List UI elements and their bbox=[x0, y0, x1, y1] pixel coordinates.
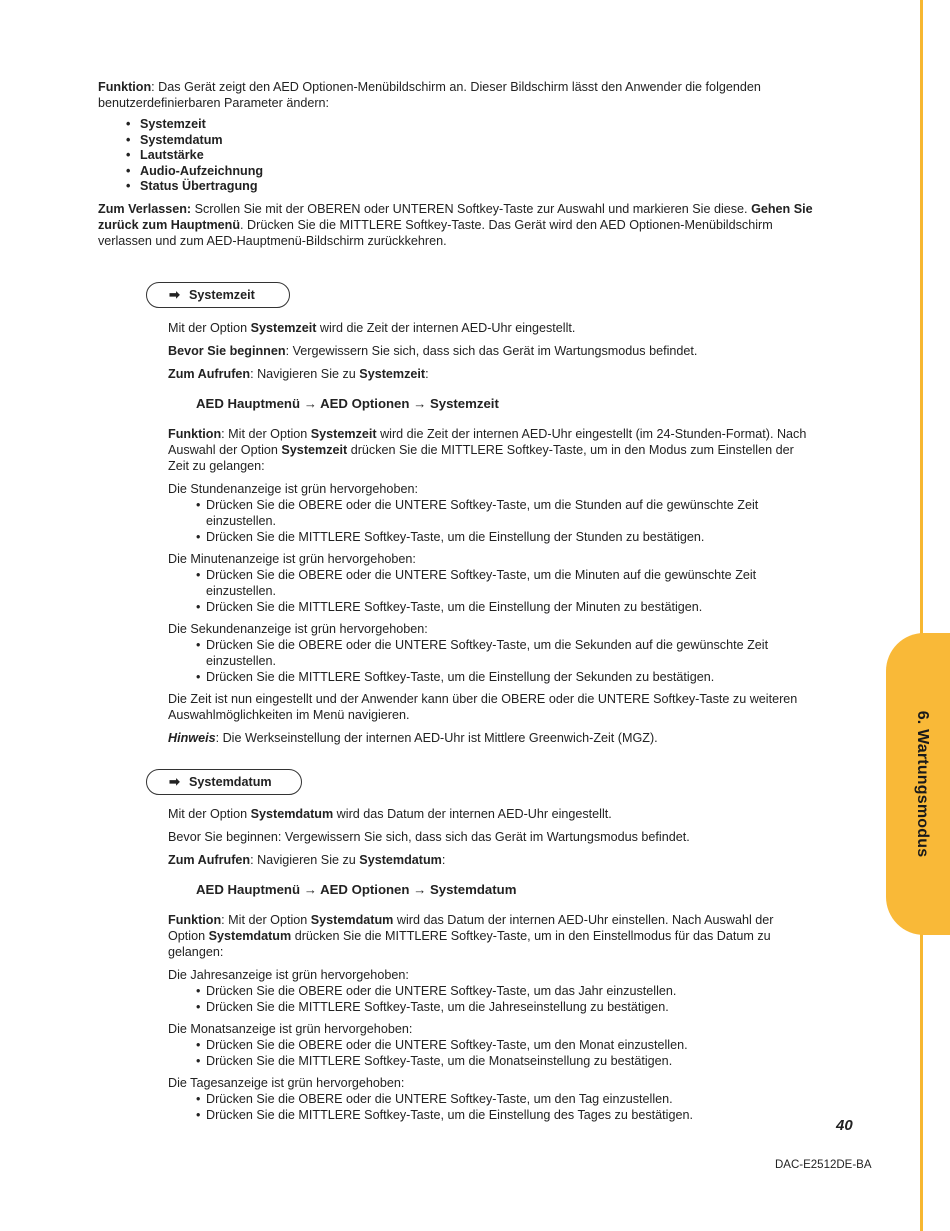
arrow-right-icon: ➡ bbox=[169, 287, 180, 302]
section-heading-systemdatum: ➡ Systemdatum bbox=[146, 769, 302, 795]
parameter-list bbox=[98, 117, 813, 195]
list-item: • Drücken Sie die OBERE oder die UNTERE Softkey-Taste, um die Stunden auf die gewünschte Zeit einzustellen. bbox=[206, 497, 808, 529]
instruction-group: Die Minutenanzeige ist grün hervorgehoben: • Drücken Sie die OBERE oder die UNTERE Softkey-Taste, um die Minuten auf die gewünschte Zeit einzustellen. • Drücken Sie die MITTLERE Softkey-Taste, um die Einstellung der Minuten zu bestätigen. bbox=[168, 551, 808, 615]
systemzeit-section bbox=[168, 320, 808, 753]
list-item: • Status Übertragung bbox=[140, 179, 813, 195]
instruction-group: Die Jahresanzeige ist grün hervorgehoben: • Drücken Sie die OBERE oder die UNTERE Softkey-Taste, um das Jahr einzustellen. • Drücken Sie die MITTLERE Softkey-Taste, um die Jahreseinstellung zu bestätigen. bbox=[168, 967, 808, 1015]
menu-path: AED Hauptmenü → AED Optionen → Systemdatum bbox=[196, 882, 517, 897]
list-item: • Lautstärke bbox=[140, 148, 813, 164]
chapter-tab-label: 6. Wartungsmodus bbox=[914, 710, 931, 858]
systemzeit-hinweis: Hinweis: Die Werkseinstellung der internen AED-Uhr ist Mittlere Greenwich-Zeit (MGZ). bbox=[168, 731, 658, 745]
list-item: • Drücken Sie die MITTLERE Softkey-Taste, um die Jahreseinstellung zu bestätigen. bbox=[206, 999, 808, 1015]
document-code: DAC-E2512DE-BA bbox=[775, 1159, 872, 1171]
list-item: • Drücken Sie die MITTLERE Softkey-Taste, um die Monatseinstellung zu bestätigen. bbox=[206, 1053, 808, 1069]
intro-verlassen: Zum Verlassen: Scrollen Sie mit der OBEREN oder UNTEREN Softkey-Taste zur Auswahl und markieren Sie diese. Gehen Sie zurück zum Hauptmenü. Drücken Sie die MITTLERE Softkey-Taste. Das Gerät wird den AED Optionen-Menübildschirm verlassen und zum AED-Hauptmenü-Bildschirm zurückkehren. bbox=[98, 201, 813, 248]
margin-accent-line bbox=[920, 0, 923, 1231]
systemzeit-desc: Mit der Option Systemzeit wird die Zeit der internen AED-Uhr eingestellt. bbox=[168, 321, 576, 335]
list-item: • Drücken Sie die OBERE oder die UNTERE Softkey-Taste, um den Tag einzustellen. bbox=[206, 1091, 808, 1107]
intro-funktion: Funktion: Das Gerät zeigt den AED Optionen-Menübildschirm an. Dieser Bildschirm lässt den Anwender die folgenden benutzerdefinierbaren Parameter ändern: bbox=[98, 80, 761, 110]
systemdatum-bevor: Bevor Sie beginnen: Vergewissern Sie sich, dass sich das Gerät im Wartungsmodus befindet. bbox=[168, 830, 690, 844]
list-item: • Drücken Sie die OBERE oder die UNTERE Softkey-Taste, um das Jahr einzustellen. bbox=[206, 983, 808, 999]
list-item: • Drücken Sie die MITTLERE Softkey-Taste, um die Einstellung der Stunden zu bestätigen. bbox=[206, 529, 808, 545]
systemdatum-desc: Mit der Option Systemdatum wird das Datum der internen AED-Uhr eingestellt. bbox=[168, 807, 612, 821]
list-item: • Drücken Sie die OBERE oder die UNTERE Softkey-Taste, um den Monat einzustellen. bbox=[206, 1037, 808, 1053]
systemzeit-closing: Die Zeit ist nun eingestellt und der Anwender kann über die OBERE oder die UNTERE Softkey-Taste zu weiteren Auswahlmöglichkeiten im Menü navigieren. bbox=[168, 692, 798, 722]
systemdatum-funktion: Funktion: Mit der Option Systemdatum wird das Datum der internen AED-Uhr einstellen. Nach Auswahl der Option Systemdatum drücken Sie die MITTLERE Softkey-Taste, um in den Einstellmodus für das Datum zu gelangen: bbox=[168, 913, 774, 959]
intro-section bbox=[98, 79, 813, 249]
systemzeit-funktion: Funktion: Mit der Option Systemzeit wird die Zeit der internen AED-Uhr eingestellt (im 24-Stunden-Format). Nach Auswahl der Option Systemzeit drücken Sie die MITTLERE Softkey-Taste, um in den Modus zum Einstellen der Zeit zu gelangen: bbox=[168, 427, 807, 473]
list-item: • Drücken Sie die OBERE oder die UNTERE Softkey-Taste, um die Sekunden auf die gewünschte Zeit einzustellen. bbox=[206, 637, 808, 669]
instruction-group: Die Monatsanzeige ist grün hervorgehoben: • Drücken Sie die OBERE oder die UNTERE Softkey-Taste, um den Monat einzustellen. • Drücken Sie die MITTLERE Softkey-Taste, um die Monatseinstellung zu bestätigen. bbox=[168, 1021, 808, 1069]
instruction-group: Die Sekundenanzeige ist grün hervorgehoben: • Drücken Sie die OBERE oder die UNTERE Softkey-Taste, um die Sekunden auf die gewünschte Zeit einzustellen. • Drücken Sie die MITTLERE Softkey-Taste, um die Einstellung der Sekunden zu bestätigen. bbox=[168, 621, 808, 685]
systemzeit-aufrufen: Zum Aufrufen: Navigieren Sie zu Systemzeit: bbox=[168, 367, 429, 381]
list-item: • Drücken Sie die MITTLERE Softkey-Taste, um die Einstellung des Tages zu bestätigen. bbox=[206, 1107, 808, 1123]
list-item: • Systemdatum bbox=[140, 133, 813, 149]
chapter-tab bbox=[886, 633, 950, 935]
menu-path: AED Hauptmenü → AED Optionen → Systemzeit bbox=[196, 396, 499, 411]
list-item: • Drücken Sie die OBERE oder die UNTERE Softkey-Taste, um die Minuten auf die gewünschte Zeit einzustellen. bbox=[206, 567, 808, 599]
instruction-group: Die Tagesanzeige ist grün hervorgehoben: • Drücken Sie die OBERE oder die UNTERE Softkey-Taste, um den Tag einzustellen. • Drücken Sie die MITTLERE Softkey-Taste, um die Einstellung des Tages zu bestätigen. bbox=[168, 1075, 808, 1123]
page-number: 40 bbox=[836, 1117, 853, 1134]
section-heading-systemzeit: ➡ Systemzeit bbox=[146, 282, 290, 308]
list-item: • Audio-Aufzeichnung bbox=[140, 164, 813, 180]
systemdatum-section bbox=[168, 806, 808, 1129]
systemdatum-aufrufen: Zum Aufrufen: Navigieren Sie zu Systemdatum: bbox=[168, 853, 446, 867]
list-item: • Systemzeit bbox=[140, 117, 813, 133]
systemzeit-bevor: Bevor Sie beginnen: Vergewissern Sie sich, dass sich das Gerät im Wartungsmodus befindet. bbox=[168, 344, 698, 358]
instruction-group: Die Stundenanzeige ist grün hervorgehoben: • Drücken Sie die OBERE oder die UNTERE Softkey-Taste, um die Stunden auf die gewünschte Zeit einzustellen. • Drücken Sie die MITTLERE Softkey-Taste, um die Einstellung der Stunden zu bestätigen. bbox=[168, 481, 808, 545]
arrow-right-icon: ➡ bbox=[169, 774, 180, 789]
list-item: • Drücken Sie die MITTLERE Softkey-Taste, um die Einstellung der Minuten zu bestätigen. bbox=[206, 599, 808, 615]
list-item: • Drücken Sie die MITTLERE Softkey-Taste, um die Einstellung der Sekunden zu bestätigen. bbox=[206, 669, 808, 685]
